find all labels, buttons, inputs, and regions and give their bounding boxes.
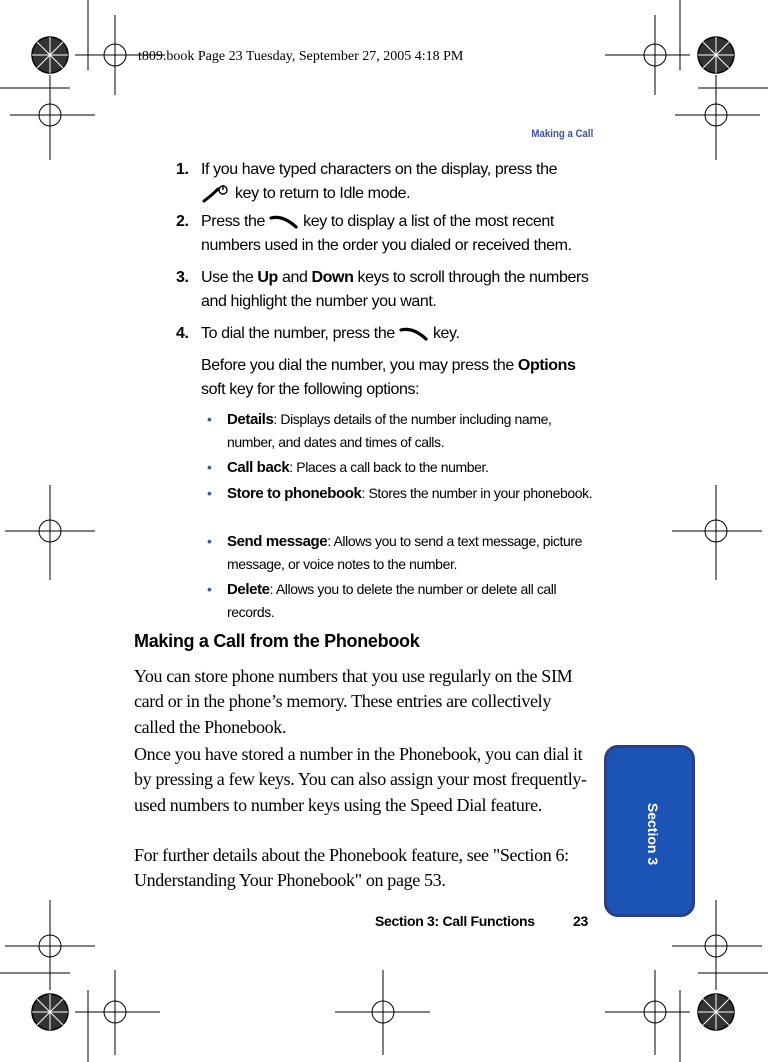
bullet-icon: • — [207, 533, 212, 549]
send-key-icon — [399, 325, 429, 343]
registration-target-left-middle — [5, 485, 95, 580]
book-file-header: t809.book Page 23 Tuesday, September 27, 2005 4:18 PM — [138, 49, 464, 64]
section-tab — [604, 745, 695, 917]
options-intro: Before you dial the number, you may press the Options soft key for the following options: — [201, 357, 576, 398]
section-heading: Making a Call from the Phonebook — [134, 631, 420, 651]
running-head: Making a Call — [531, 128, 593, 140]
bullet-icon: • — [207, 459, 212, 475]
options-key-label: Options — [517, 357, 576, 374]
paragraph-1: You can store phone numbers that you use regularly on the SIM card or in the phone’s memory. These entries are collectively called the Phonebook. — [134, 666, 573, 737]
registration-target-top-right — [605, 15, 690, 95]
end-key-icon — [201, 184, 231, 204]
options-list: • Details: Displays details of the number including name, number, and dates and times of calls. • Call back: Places a call back to the number. • Store to phonebook: Stores the number in your phonebook. • Send message: Allows you to send a text message, picture message, or voice notes to the number. • Delete: Allows you to delete the number or delete all call records. — [207, 408, 597, 623]
section-tab-label: Section 3 — [644, 802, 661, 866]
paragraph-3: For further details about the Phonebook feature, see "Section 6: Understanding Your Phonebook" on page 53. — [134, 845, 569, 891]
page-number: 23 — [573, 913, 588, 929]
send-key-icon — [269, 213, 299, 231]
bullet-icon: • — [207, 411, 212, 427]
registration-target-left-bottom — [5, 900, 95, 990]
footer-chapter: Section 3: Call Functions — [375, 913, 535, 929]
registration-target-right-middle — [672, 485, 762, 580]
registration-target-bottom-right — [605, 970, 690, 1055]
registration-target-bottom-center — [335, 970, 430, 1055]
starburst-mark-bottom-right — [698, 994, 734, 1030]
starburst-mark-top-left — [32, 37, 68, 73]
up-key-label: Up — [257, 269, 278, 286]
down-key-label: Down — [311, 269, 354, 286]
step-number: 1. — [176, 161, 189, 178]
paragraph-2: Once you have stored a number in the Phonebook, you can dial it by pressing a few keys. You can also assign your most frequently-used numbers to number keys using the Speed Dial feature. — [134, 744, 587, 815]
starburst-mark-top-right — [698, 37, 734, 73]
starburst-mark-bottom-left — [32, 994, 68, 1030]
bullet-icon: • — [207, 485, 212, 501]
bullet-icon: • — [207, 581, 212, 597]
